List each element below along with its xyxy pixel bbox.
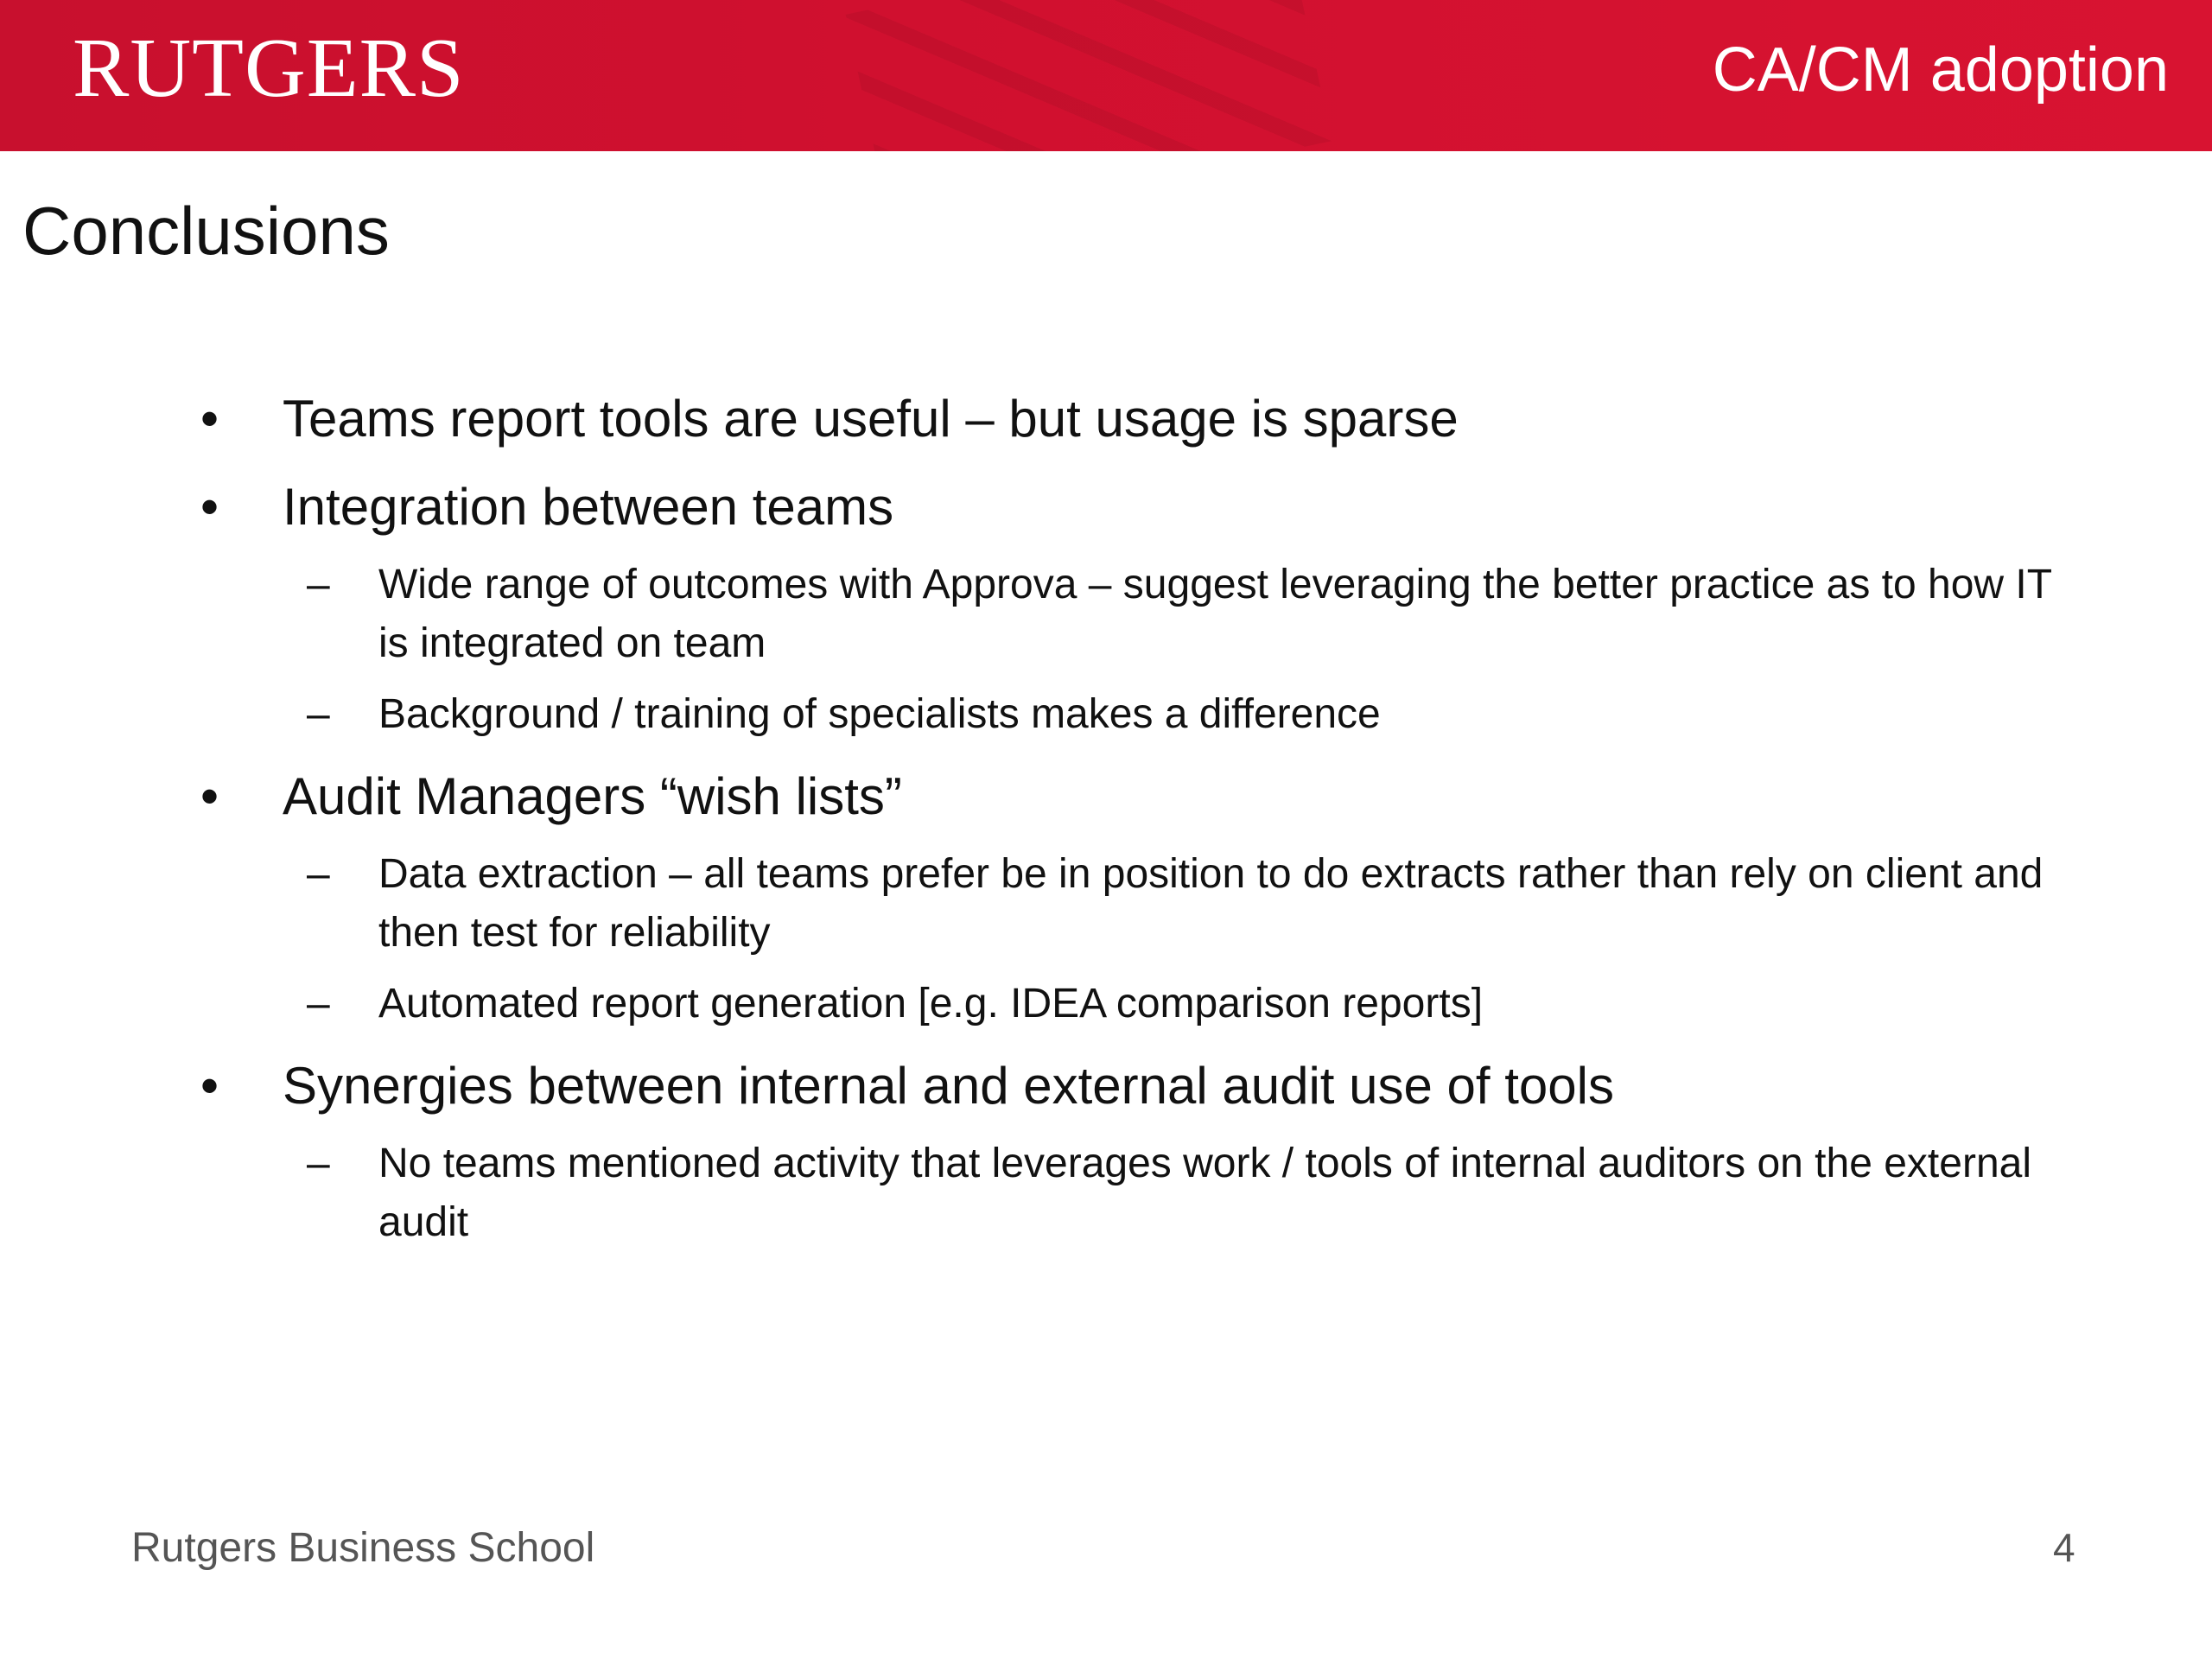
slide-title: Conclusions (22, 193, 390, 269)
bullet-item (200, 477, 2101, 537)
sub-bullet-text: Wide range of outcomes with Approva – suggest leveraging the better practice as to how IT is integrated on team (378, 562, 2052, 666)
bullet-text: Audit Managers “wish lists” (283, 767, 902, 825)
sub-bullet-item (307, 1135, 2087, 1252)
sub-bullet-item (307, 975, 2087, 1033)
bullet-marker: • (200, 767, 219, 825)
sub-bullet-item (307, 845, 2087, 963)
deck-title: CA/CM adoption (1712, 35, 2169, 105)
bullet-item (200, 1056, 2101, 1116)
sub-bullet-text: Background / training of specialists makes a difference (378, 691, 1381, 737)
bullet-text: Integration between teams (283, 478, 894, 536)
sub-bullet-text: Automated report generation [e.g. IDEA comparison reports] (378, 981, 1484, 1027)
page-number: 4 (2053, 1525, 2075, 1570)
sub-bullet-marker: – (307, 691, 330, 737)
sub-bullet-marker: – (307, 851, 330, 897)
sub-bullet-marker: – (307, 1141, 330, 1186)
bullet-item (200, 389, 2101, 448)
footer-school-name: Rutgers Business School (131, 1525, 595, 1571)
bullet-marker: • (200, 478, 219, 536)
sub-bullet-marker: – (307, 981, 330, 1027)
sub-bullet-text: No teams mentioned activity that leverages work / tools of internal auditors on the external audit (378, 1141, 2031, 1245)
bullet-marker: • (200, 1057, 219, 1115)
rutgers-logo: RUTGERS (73, 22, 465, 115)
sub-bullet-item (307, 556, 2087, 673)
sub-bullet-marker: – (307, 562, 330, 607)
bullet-item (200, 766, 2101, 826)
sub-bullet-item (307, 685, 2087, 744)
sub-bullet-text: Data extraction – all teams prefer be in position to do extracts rather than rely on client and then test for reliability (378, 851, 2044, 956)
bullet-text: Synergies between internal and external audit use of tools (283, 1057, 1614, 1115)
bullet-marker: • (200, 390, 219, 448)
bullet-text: Teams report tools are useful – but usage is sparse (283, 390, 1459, 448)
